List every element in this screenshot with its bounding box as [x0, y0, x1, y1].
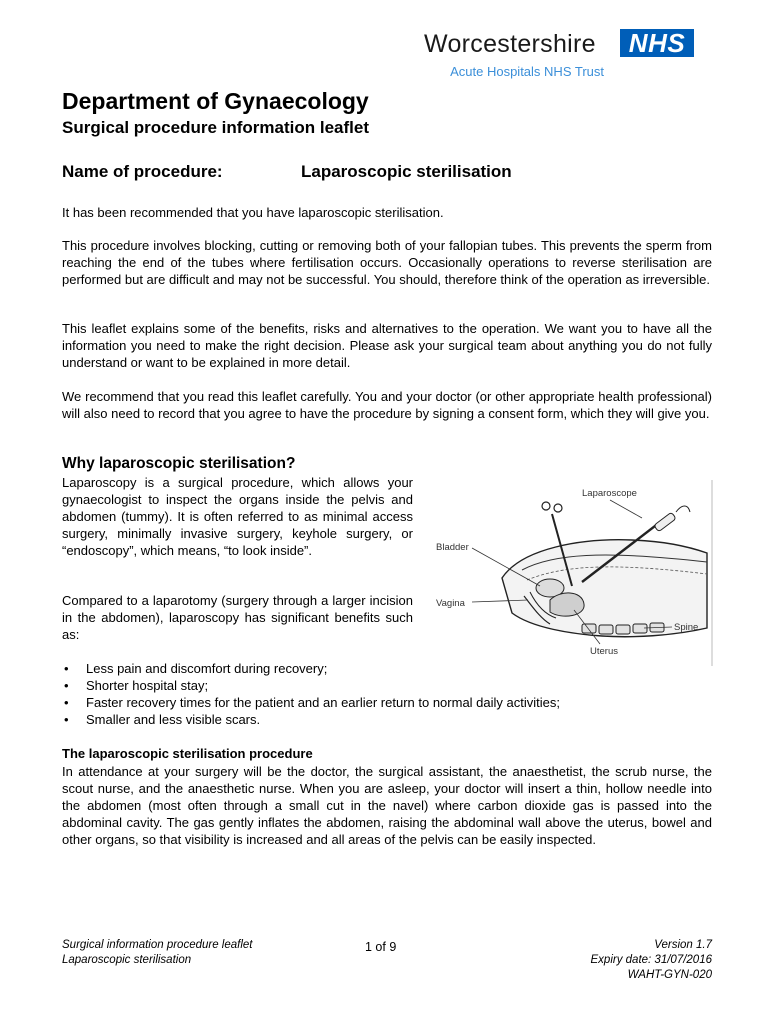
footer-code: WAHT-GYN-020 [627, 969, 712, 981]
bullet-glyph: • [64, 712, 69, 727]
footer-leaflet-title: Surgical information procedure leaflet [62, 939, 253, 951]
footer-procedure-title: Laparoscopic sterilisation [62, 954, 192, 966]
diagram-label-uterus: Uterus [590, 646, 618, 657]
diagram-label-bladder: Bladder [436, 542, 469, 553]
footer-right [591, 938, 712, 983]
footer-expiry: Expiry date: 31/07/2016 [590, 954, 712, 966]
logo-trust-name: Acute Hospitals NHS Trust [450, 64, 604, 79]
bullet-glyph: • [64, 695, 69, 710]
nhs-logo-box: NHS [620, 29, 694, 57]
intro-paragraph-2: This procedure involves blocking, cutting or removing both of your fallopian tubes. This prevents the sperm from reaching the end of the tubes where fertilisation occurs. Occasionally operations to reverse sterilisation are performed but are difficult and may not be successful. You should, therefore think of the operation as irreversible. [62, 238, 712, 287]
leaflet-subtitle: Surgical procedure information leaflet [62, 118, 370, 137]
benefits-list [62, 660, 712, 728]
intro-paragraph-4: We recommend that you read this leaflet carefully. You and your doctor (or other appropriate health professional) will also need to record that you agree to have the procedure by signing a consent form, which they will give you. [62, 389, 712, 421]
footer-left [62, 938, 253, 968]
list-item-text: Less pain and discomfort during recovery; [86, 661, 328, 676]
bullet-glyph: • [64, 661, 69, 676]
list-item-text: Faster recovery times for the patient and an earlier return to normal daily activities; [86, 695, 560, 710]
list-item-text: Shorter hospital stay; [86, 678, 209, 693]
list-item [62, 694, 712, 711]
procedure-heading: The laparoscopic sterilisation procedure [62, 746, 313, 761]
trust-logo [420, 28, 710, 86]
list-item [62, 711, 712, 728]
bullet-glyph: • [64, 678, 69, 693]
list-item-text: Smaller and less visible scars. [86, 712, 261, 727]
page-number: 1 of 9 [365, 940, 397, 954]
diagram-label-vagina: Vagina [436, 598, 465, 609]
why-paragraph-2: Compared to a laparotomy (surgery through a larger incision in the abdomen), laparoscopy has significant benefits such as: [62, 593, 413, 642]
logo-name: Worcestershire [424, 30, 596, 58]
list-item [62, 677, 712, 694]
diagram-label-laparoscope: Laparoscope [582, 488, 637, 499]
intro-paragraph-3: This leaflet explains some of the benefits, risks and alternatives to the operation. We want you to have all the information you need to make the right decision. Please ask your surgical team about anything you do not fully understand or want to be explained in more detail. [62, 321, 712, 370]
why-heading: Why laparoscopic sterilisation? [62, 455, 296, 472]
list-item [62, 660, 712, 677]
diagram-label-spine: Spine [674, 622, 699, 633]
intro-paragraph-1: It has been recommended that you have laparoscopic sterilisation. [62, 205, 444, 220]
footer-version: Version 1.7 [654, 939, 712, 951]
procedure-name-label: Name of procedure: [62, 162, 223, 181]
why-paragraph-1: Laparoscopy is a surgical procedure, which allows your gynaecologist to inspect the organs inside the pelvis and abdomen (tummy). It is often referred to as minimal access surgery, minimally invasive surgery, keyhole surgery, or “endoscopy”, which means, “to look inside”. [62, 475, 413, 558]
department-title: Department of Gynaecology [62, 88, 369, 114]
procedure-paragraph: In attendance at your surgery will be the doctor, the surgical assistant, the anaesthetist, the scrub nurse, the scout nurse, and the anaesthetic nurse. When you are asleep, your doctor will insert a thin, hollow needle into the abdomen (most often through a small cut in the navel) where carbon dioxide gas is passed into the abdominal cavity. The gas gently inflates the abdomen, raising the abdominal wall above the uterus, bowel and other organs, so that visibility is increased and all areas of the pelvis can be easily inspected. [62, 764, 712, 847]
procedure-name: Laparoscopic sterilisation [301, 162, 512, 181]
laparoscopy-diagram [432, 478, 714, 668]
